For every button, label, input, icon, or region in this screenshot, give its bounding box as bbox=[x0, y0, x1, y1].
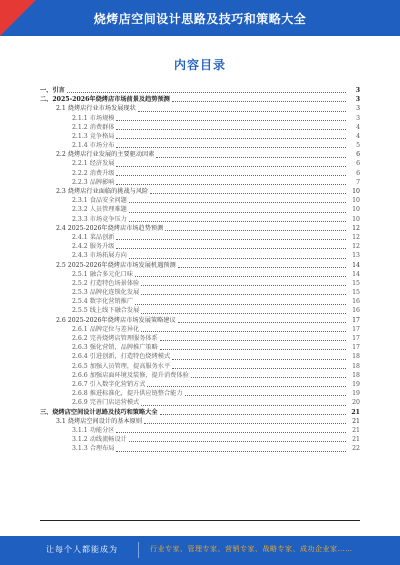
toc-leader-dots bbox=[67, 91, 346, 93]
toc-entry-label: 2.6 2025-2026年烧烤店市场发展策略建议 bbox=[56, 316, 176, 324]
toc-entry-label: 3.1.3 合理布局 bbox=[72, 445, 115, 453]
toc-entry-page: 19 bbox=[352, 390, 360, 398]
toc-leader-dots bbox=[116, 450, 346, 452]
toc-entry-page: 12 bbox=[352, 233, 360, 241]
toc-entry-label: 3.1.2 动线流畅设计 bbox=[72, 436, 127, 444]
toc-leader-dots bbox=[172, 367, 346, 369]
toc-entry[interactable] bbox=[40, 224, 360, 233]
toc-leader-dots bbox=[141, 293, 346, 295]
toc-entry-page: 10 bbox=[352, 215, 360, 223]
toc-entry[interactable] bbox=[40, 251, 360, 260]
toc-entry-page: 15 bbox=[352, 289, 360, 297]
toc-leader-dots bbox=[178, 266, 346, 268]
toc-entry-label: 2.5 2025-2026年烧烤店市场发展机遇预测 bbox=[56, 261, 176, 269]
toc-entry-page: 10 bbox=[352, 197, 360, 205]
toc-leader-dots bbox=[178, 321, 346, 323]
toc-leader-dots bbox=[141, 404, 346, 406]
toc-entry-page: 13 bbox=[352, 252, 360, 260]
toc-leader-dots bbox=[129, 257, 346, 259]
toc-entry-page: 4 bbox=[356, 123, 360, 131]
toc-entry-label: 三、烧烤店空间设计思路及技巧和策略大全 bbox=[40, 408, 158, 416]
toc-entry[interactable] bbox=[40, 132, 360, 141]
toc-entry[interactable] bbox=[40, 187, 360, 196]
toc-entry[interactable] bbox=[40, 169, 360, 178]
toc-entry-page: 21 bbox=[351, 408, 360, 416]
toc-entry-page: 3 bbox=[355, 96, 360, 104]
header-title: 烧烤店空间设计思路及技巧和策略大全 bbox=[93, 12, 307, 26]
bottom-divider bbox=[40, 520, 360, 521]
toc-entry-label: 2.2.3 品牌影响 bbox=[72, 178, 115, 186]
toc-entry-label: 2.1.1 市场规模 bbox=[72, 114, 115, 122]
toc-entry-label: 3.1 烧烤店空间设计的基本原则 bbox=[56, 417, 143, 425]
page-header bbox=[0, 0, 400, 36]
toc-entry-label: 3.1.1 功能分区 bbox=[72, 426, 115, 434]
toc-entry-page: 16 bbox=[352, 307, 360, 315]
toc-leader-dots bbox=[150, 192, 346, 194]
toc-entry-label: 2.2 烧烤店行业发展的主要驱动因素 bbox=[56, 151, 155, 159]
toc-entry[interactable] bbox=[40, 426, 360, 435]
toc-entry[interactable] bbox=[40, 389, 360, 398]
toc-entry-label: 2.5.4 数字化营销推广 bbox=[72, 298, 134, 306]
toc-leader-dots bbox=[191, 376, 346, 378]
toc-entry[interactable] bbox=[40, 316, 360, 325]
toc-entry[interactable] bbox=[40, 279, 360, 288]
toc-leader-dots bbox=[138, 110, 346, 112]
footer-roles: 行业专家、管理专家、营销专家、战略专家、成功企业家…… bbox=[150, 545, 353, 553]
toc-entry[interactable] bbox=[40, 95, 360, 104]
toc-entry[interactable] bbox=[40, 362, 360, 371]
toc-entry[interactable] bbox=[40, 270, 360, 279]
toc-entry[interactable] bbox=[40, 114, 360, 123]
toc-leader-dots bbox=[135, 275, 346, 277]
toc-entry-label: 2.3.2 人员管理难题 bbox=[72, 206, 127, 214]
toc-entry-page: 12 bbox=[352, 243, 360, 251]
toc-leader-dots bbox=[160, 348, 346, 350]
toc-entry-label: 2.1.4 市场分布 bbox=[72, 142, 115, 150]
toc-leader-dots bbox=[129, 220, 346, 222]
toc-leader-dots bbox=[116, 247, 346, 249]
page-footer bbox=[0, 536, 400, 565]
toc-leader-dots bbox=[116, 183, 346, 185]
toc-entry-page: 18 bbox=[352, 371, 360, 379]
toc-entry[interactable] bbox=[40, 104, 360, 113]
toc-entry-page: 16 bbox=[352, 298, 360, 306]
toc-entry[interactable] bbox=[40, 297, 360, 306]
toc-entry-page: 17 bbox=[352, 344, 360, 352]
toc-entry[interactable] bbox=[40, 261, 360, 270]
toc-leader-dots bbox=[129, 440, 346, 442]
toc-entry-page: 20 bbox=[352, 399, 360, 407]
toc-entry[interactable] bbox=[40, 343, 360, 352]
toc-entry-label: 2.6.5 加强人员管理，提高服务水平 bbox=[72, 362, 171, 370]
toc-entry[interactable] bbox=[40, 408, 360, 417]
toc-entry-label: 2.6.9 完善门店运营模式 bbox=[72, 399, 140, 407]
toc-entry-label: 2.5.5 线上线下融合发展 bbox=[72, 307, 140, 315]
toc-entry-label: 2.3.1 食品安全问题 bbox=[72, 197, 127, 205]
toc-entry-label: 2.6.3 强化营销，品牌推广策略 bbox=[72, 344, 158, 352]
toc-entry-page: 15 bbox=[352, 279, 360, 287]
toc-entry-label: 2.1.3 竞争格局 bbox=[72, 132, 115, 140]
toc-leader-dots bbox=[116, 128, 346, 130]
toc-entry[interactable] bbox=[40, 380, 360, 389]
toc-entry-page: 17 bbox=[352, 335, 360, 343]
toc-entry-label: 2.6.7 引入数字化营销方式 bbox=[72, 380, 146, 388]
toc-entry[interactable] bbox=[40, 196, 360, 205]
toc-entry[interactable] bbox=[40, 307, 360, 316]
toc-entry-page: 7 bbox=[356, 178, 360, 186]
toc-entry[interactable] bbox=[40, 398, 360, 407]
footer-slogan: 让每个人都能成为 bbox=[46, 545, 118, 554]
toc-leader-dots bbox=[160, 339, 346, 341]
toc-entry-label: 2.5.2 打造特色场景体验 bbox=[72, 279, 140, 287]
toc-entry-label: 2.3.3 市场竞争压力 bbox=[72, 215, 127, 223]
toc-leader-dots bbox=[185, 394, 346, 396]
toc-entry-page: 6 bbox=[356, 151, 360, 159]
toc-entry-page: 14 bbox=[352, 270, 360, 278]
toc-leader-dots bbox=[116, 238, 346, 240]
toc-entry[interactable] bbox=[40, 352, 360, 361]
toc-entry-page: 5 bbox=[356, 142, 360, 150]
toc-entry-page: 3 bbox=[356, 114, 360, 122]
table-of-contents bbox=[40, 86, 360, 454]
toc-entry-label: 2.1.2 消费群体 bbox=[72, 123, 115, 131]
toc-leader-dots bbox=[141, 330, 346, 332]
toc-entry[interactable] bbox=[40, 86, 360, 95]
toc-leader-dots bbox=[129, 201, 346, 203]
toc-entry[interactable] bbox=[40, 417, 360, 426]
toc-leader-dots bbox=[172, 100, 346, 102]
toc-entry-page: 3 bbox=[355, 86, 360, 94]
toc-entry-label: 2.5.1 融合多元化口味 bbox=[72, 270, 134, 278]
toc-entry[interactable] bbox=[40, 123, 360, 132]
toc-entry-page: 14 bbox=[352, 261, 360, 269]
toc-leader-dots bbox=[116, 431, 346, 433]
toc-entry-page: 4 bbox=[356, 132, 360, 140]
toc-entry-page: 10 bbox=[352, 206, 360, 214]
toc-entry-label: 2.6.8 推进标准化，提升供应链整合能力 bbox=[72, 390, 183, 398]
toc-entry-page: 21 bbox=[352, 436, 360, 444]
toc-entry-page: 21 bbox=[352, 417, 360, 425]
toc-entry[interactable] bbox=[40, 178, 360, 187]
toc-entry-label: 2.2.1 经济发展 bbox=[72, 160, 115, 168]
toc-entry[interactable] bbox=[40, 205, 360, 214]
toc-entry[interactable] bbox=[40, 215, 360, 224]
toc-entry[interactable] bbox=[40, 444, 360, 453]
toc-entry-label: 2.3 烧烤店行业面临的挑战与风险 bbox=[56, 188, 149, 196]
toc-entry-page: 22 bbox=[352, 445, 360, 453]
toc-leader-dots bbox=[116, 174, 346, 176]
toc-entry-page: 17 bbox=[352, 325, 360, 333]
toc-leader-dots bbox=[141, 284, 346, 286]
toc-leader-dots bbox=[135, 303, 346, 305]
toc-entry-page: 12 bbox=[352, 224, 360, 232]
toc-leader-dots bbox=[172, 358, 346, 360]
toc-entry-label: 2.4 2025-2026年烧烤店市场趋势预测 bbox=[56, 224, 164, 232]
toc-entry-page: 19 bbox=[352, 380, 360, 388]
toc-entry-page: 6 bbox=[356, 160, 360, 168]
toc-entry[interactable] bbox=[40, 150, 360, 159]
toc-entry-label: 2.6.2 完善烧烤店管理服务体系 bbox=[72, 335, 158, 343]
toc-leader-dots bbox=[160, 413, 346, 415]
toc-entry-label: 2.4.2 服务升级 bbox=[72, 243, 115, 251]
toc-entry-page: 10 bbox=[352, 188, 360, 196]
toc-entry-label: 2.4.3 市场拓展方向 bbox=[72, 252, 127, 260]
toc-entry-page: 18 bbox=[352, 362, 360, 370]
toc-leader-dots bbox=[116, 137, 346, 139]
toc-entry-page: 6 bbox=[356, 169, 360, 177]
toc-entry[interactable] bbox=[40, 325, 360, 334]
toc-leader-dots bbox=[116, 146, 346, 148]
toc-entry-page: 3 bbox=[356, 105, 360, 113]
toc-entry-page: 21 bbox=[352, 426, 360, 434]
toc-entry[interactable] bbox=[40, 242, 360, 251]
toc-leader-dots bbox=[129, 211, 346, 213]
toc-leader-dots bbox=[156, 156, 346, 158]
toc-entry-label: 2.6.1 品牌定位与差异化 bbox=[72, 325, 140, 333]
toc-entry-label: 二、2025-2026年烧烤店市场前景及趋势预测 bbox=[40, 96, 170, 104]
footer-separator bbox=[138, 542, 139, 558]
toc-entry[interactable] bbox=[40, 435, 360, 444]
toc-leader-dots bbox=[144, 422, 346, 424]
toc-entry[interactable] bbox=[40, 160, 360, 169]
toc-entry-page: 17 bbox=[352, 316, 360, 324]
toc-entry-label: 2.2.2 消费升级 bbox=[72, 169, 115, 177]
toc-entry[interactable] bbox=[40, 233, 360, 242]
toc-entry[interactable] bbox=[40, 334, 360, 343]
toc-leader-dots bbox=[116, 119, 346, 121]
toc-entry-label: 2.6.4 引进创新，打造特色烧烤模式 bbox=[72, 353, 171, 361]
toc-entry-label: 一、引言 bbox=[40, 86, 65, 94]
toc-entry[interactable] bbox=[40, 288, 360, 297]
toc-entry-page: 18 bbox=[352, 353, 360, 361]
toc-entry[interactable] bbox=[40, 141, 360, 150]
toc-entry-label: 2.5.3 品牌化连锁化发展 bbox=[72, 289, 140, 297]
toc-entry-label: 2.4.1 菜品创新 bbox=[72, 233, 115, 241]
toc-entry-label: 2.1 烧烤店行业市场发展现状 bbox=[56, 105, 136, 113]
toc-entry-label: 2.6.6 加强店面环境及装修，提升消费体验 bbox=[72, 371, 189, 379]
toc-leader-dots bbox=[116, 165, 346, 167]
toc-entry[interactable] bbox=[40, 371, 360, 380]
toc-heading: 内容目录 bbox=[173, 58, 226, 72]
toc-leader-dots bbox=[147, 385, 346, 387]
toc-leader-dots bbox=[141, 312, 346, 314]
toc-leader-dots bbox=[165, 229, 346, 231]
